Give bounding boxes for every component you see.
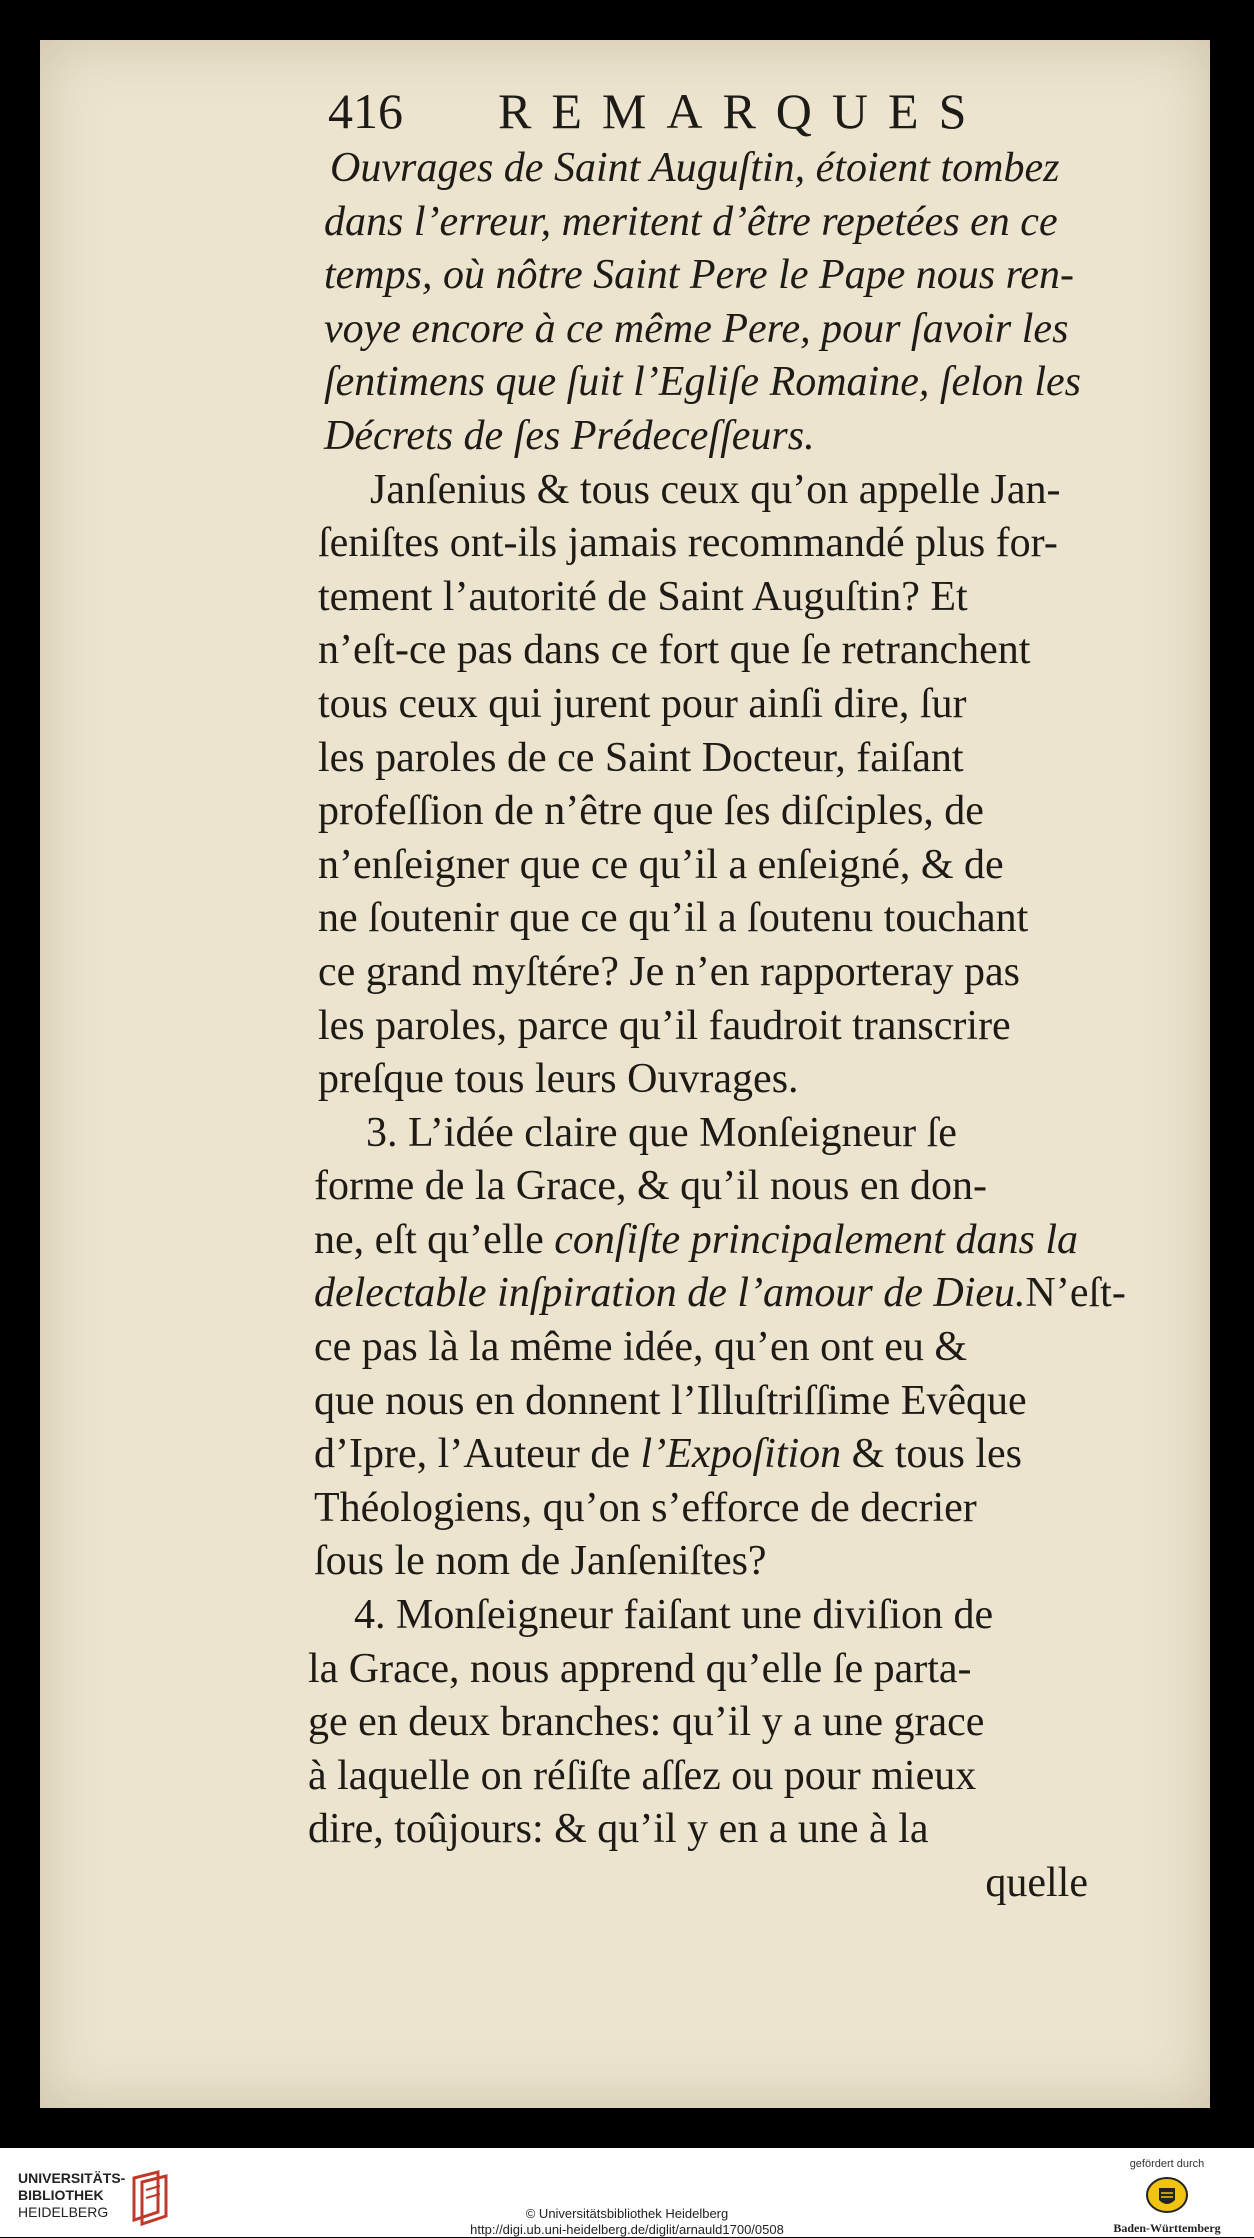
text-segment: d’Ipre, l’Auteur de xyxy=(314,1431,641,1478)
text-line: ce pas là la même idée, qu’en ont eu & xyxy=(314,1324,968,1371)
funder-name: Baden-Württemberg xyxy=(1113,2221,1221,2235)
funded-by-label: gefördert durch xyxy=(1129,2158,1205,2170)
text-segment: & tous les xyxy=(841,1431,1023,1478)
text-line: les paroles de ce Saint Docteur, faiſant xyxy=(318,734,964,781)
library-line: HEIDELBERG xyxy=(18,2204,109,2220)
text-segment-italic: delectable inſpiration de l’amour de Dieu. xyxy=(314,1270,1026,1317)
library-line: UNIVERSITÄTS- xyxy=(18,2170,126,2186)
text-line: ge en deux branches: qu’il y a une grace xyxy=(308,1699,985,1746)
viewer-footer xyxy=(0,2148,1254,2237)
permalink[interactable]: http://digi.ub.uni-heidelberg.de/diglit/arnauld1700/0508 xyxy=(470,2222,784,2237)
text-line xyxy=(268,1214,1188,1268)
text-line: temps, où nôtre Saint Pere le Pape nous ren- xyxy=(324,252,1075,299)
text-line: preſque tous leurs Ouvrages. xyxy=(318,1056,799,1103)
text-line: profeſſion de n’être que ſes diſciples, de xyxy=(318,788,984,835)
text-segment-italic: l’Expoſition xyxy=(640,1431,842,1478)
running-head xyxy=(268,78,1188,142)
coat-of-arms-icon xyxy=(1144,2176,1190,2214)
text-line: dans l’erreur, meritent d’être repetées en ce xyxy=(324,198,1058,245)
text-line: tous ceux qui jurent pour ainſi dire, ſur xyxy=(318,680,967,727)
text-line: ſentimens que ſuit l’Egliſe Romaine, ſelon les xyxy=(324,359,1082,406)
text-line: dire, toûjours: & qu’il y en a une à la xyxy=(308,1806,929,1853)
text-line: forme de la Grace, & qu’il nous en don- xyxy=(314,1163,987,1210)
text-segment: ne, eſt qu’elle xyxy=(314,1216,555,1263)
text-line: 3. L’idée claire que Monſeigneur ſe xyxy=(366,1109,957,1156)
page-number: 416 xyxy=(328,83,403,139)
catchword: quelle xyxy=(985,1860,1088,1906)
text-line: 4. Monſeigneur faiſant une diviſion de xyxy=(354,1592,994,1639)
running-title: REMARQUES xyxy=(498,83,987,139)
text-line: que nous en donnent l’Illuſtriſſime Evêque xyxy=(314,1377,1027,1424)
funding-notice xyxy=(1102,2158,1232,2236)
text-line: n’enſeigner que ce qu’il a enſeigné, & de xyxy=(318,841,1004,888)
text-line: ſeniſtes ont-ils jamais recommandé plus for- xyxy=(318,520,1058,567)
text-line xyxy=(268,1267,1188,1321)
text-segment-italic: conſiſte principalement dans la xyxy=(554,1216,1078,1263)
copyright-text: © Universitätsbibliothek Heidelberg xyxy=(525,2206,729,2221)
library-line: BIBLIOTHEK xyxy=(18,2187,104,2203)
text-line: Ouvrages de Saint Auguſtin, étoient tombez xyxy=(330,145,1060,191)
text-line: voye encore à ce même Pere, pour ſavoir les xyxy=(324,305,1069,352)
text-line: ſous le nom de Janſeniſtes? xyxy=(314,1538,767,1585)
text-line: Décrets de ſes Prédeceſſeurs. xyxy=(324,412,815,459)
text-line: n’eſt-ce pas dans ce fort que ſe retranchent xyxy=(318,627,1031,674)
text-line: les paroles, parce qu’il faudroit transcrire xyxy=(318,1002,1011,1049)
text-line: à laquelle on réſiſte aſſez ou pour mieux xyxy=(308,1752,977,1799)
text-line: ce grand myſtére? Je n’en rapporteray pas xyxy=(318,948,1020,995)
text-line: la Grace, nous apprend qu’elle ſe parta- xyxy=(308,1645,972,1692)
text-line: tement l’autorité de Saint Auguſtin? Et xyxy=(318,573,968,620)
copyright-notice xyxy=(0,2206,1254,2238)
text-line: Janſenius & tous ceux qu’on appelle Jan- xyxy=(370,466,1061,513)
page-text xyxy=(268,78,1188,1911)
text-line xyxy=(268,1428,1188,1482)
text-line: Théologiens, qu’on s’efforce de decrier xyxy=(314,1484,977,1531)
text-line: ne ſoutenir que ce qu’il a ſoutenu touchant xyxy=(318,895,1029,942)
text-segment: N’eſt- xyxy=(1025,1270,1126,1317)
